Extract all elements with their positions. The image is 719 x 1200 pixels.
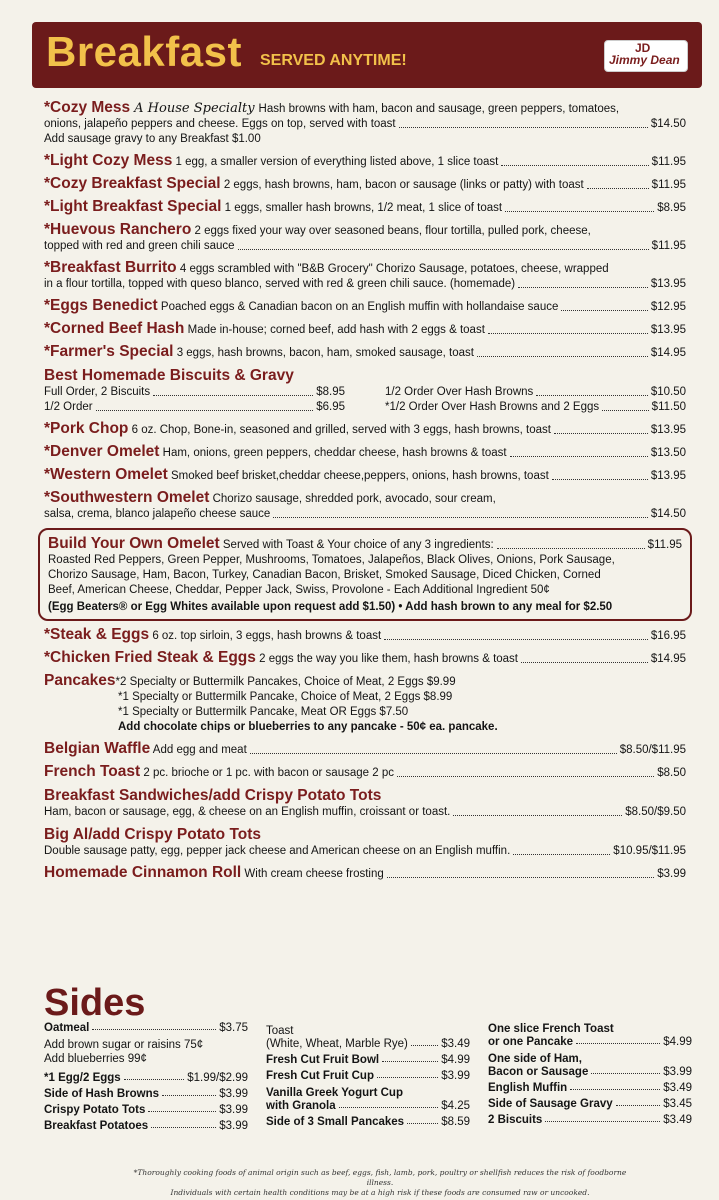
ingredients-line: Chorizo Sausage, Ham, Bacon, Turkey, Canadian Bacon, Brisket, Smoked Sausage, Diced Chicken, Corned bbox=[48, 569, 601, 581]
item-price: $3.99 bbox=[657, 868, 686, 880]
item-price: $12.95 bbox=[650, 301, 686, 313]
side-name: Breakfast Potatoes bbox=[44, 1120, 149, 1132]
item-price: $16.95 bbox=[650, 630, 686, 642]
disclaimer-line: Individuals with certain health conditions may be at a high risk if these foods are consumed raw or uncooked. bbox=[170, 1188, 590, 1197]
menu-item-pork-chop bbox=[44, 421, 686, 438]
item-desc: 1 eggs, smaller hash browns, 1/2 meat, 1 slice of toast bbox=[224, 202, 503, 214]
sides-list bbox=[44, 1022, 692, 1136]
menu-item-steak-eggs bbox=[44, 627, 686, 644]
option-price: $8.95 bbox=[316, 386, 345, 398]
side-addon: Add brown sugar or raisins 75¢ bbox=[44, 1039, 204, 1051]
menu-item-breakfast-sandwiches bbox=[44, 787, 686, 820]
menu-item-huevous-ranchero bbox=[44, 222, 686, 254]
item-price: $14.50 bbox=[650, 118, 686, 130]
item-name: *Western Omelet bbox=[44, 466, 168, 483]
food-safety-disclaimer bbox=[120, 1168, 640, 1198]
item-name: *Southwestern Omelet bbox=[44, 489, 210, 506]
item-desc: Hash browns with ham, bacon and sausage, green peppers, tomatoes, bbox=[258, 103, 620, 115]
side-price: $3.49 bbox=[663, 1082, 692, 1094]
side-price: $4.99 bbox=[441, 1054, 470, 1066]
item-price: $8.50/$9.50 bbox=[625, 806, 686, 818]
item-name: *Light Cozy Mess bbox=[44, 152, 173, 169]
item-desc: Poached eggs & Canadian bacon on an English muffin with hollandaise sauce bbox=[160, 301, 559, 313]
side-name: Bacon or Sausage bbox=[488, 1066, 589, 1078]
side-name: Fresh Cut Fruit Cup bbox=[266, 1070, 374, 1082]
item-desc: 1 egg, a smaller version of everything listed above, 1 slice toast bbox=[175, 156, 499, 168]
omelet-note: (Egg Beaters® or Egg Whites available upon request add $1.50) • Add hash brown to any meal for $2.50 bbox=[48, 601, 613, 613]
item-name: Homemade Cinnamon Roll bbox=[44, 864, 242, 881]
option-price: $6.95 bbox=[316, 401, 345, 413]
menu-item-southwestern-omelet bbox=[44, 490, 686, 522]
item-price: $13.95 bbox=[650, 424, 686, 436]
item-desc: 2 eggs, hash browns, ham, bacon or sausage (links or patty) with toast bbox=[223, 179, 584, 191]
side-price: $1.99/$2.99 bbox=[187, 1072, 248, 1084]
item-name: *Pork Chop bbox=[44, 420, 129, 437]
item-desc: onions, jalapeño peppers and cheese. Eggs on top, served with toast bbox=[44, 118, 396, 130]
item-price: $14.95 bbox=[650, 653, 686, 665]
item-desc: Ham, bacon or sausage, egg, & cheese on an English muffin, croissant or toast. bbox=[44, 806, 451, 818]
side-price: $3.45 bbox=[663, 1098, 692, 1110]
item-price: $11.95 bbox=[651, 240, 686, 252]
item-price: $10.95/$11.95 bbox=[613, 845, 686, 857]
side-name: Side of Hash Browns bbox=[44, 1088, 160, 1100]
menu-item-eggs-benedict bbox=[44, 298, 686, 315]
item-name: Build Your Own Omelet bbox=[48, 535, 220, 552]
item-price: $14.50 bbox=[650, 508, 686, 520]
side-price: $3.49 bbox=[663, 1114, 692, 1126]
item-price: $13.95 bbox=[650, 324, 686, 336]
item-desc: Served with Toast & Your choice of any 3 ingredients: bbox=[222, 539, 494, 551]
breakfast-header bbox=[32, 22, 702, 88]
side-price: $4.25 bbox=[441, 1100, 470, 1112]
breakfast-items bbox=[44, 100, 686, 888]
option-price: $10.50 bbox=[650, 386, 686, 398]
menu-item-denver-omelet bbox=[44, 444, 686, 461]
sides-column-3 bbox=[488, 1022, 692, 1136]
pancake-option: *1 Specialty or Buttermilk Pancake, Meat OR Eggs $7.50 bbox=[118, 706, 409, 718]
item-desc: Add sausage gravy to any Breakfast $1.00 bbox=[44, 133, 261, 145]
item-name: *Corned Beef Hash bbox=[44, 320, 185, 337]
menu-item-corned-beef-hash bbox=[44, 321, 686, 338]
item-desc: 4 eggs scrambled with "B&B Grocery" Chorizo Sausage, potatoes, cheese, wrapped bbox=[179, 263, 609, 275]
item-price: $8.95 bbox=[657, 202, 686, 214]
menu-item-western-omelet bbox=[44, 467, 686, 484]
side-name: *1 Egg/2 Eggs bbox=[44, 1072, 121, 1084]
side-price: $3.99 bbox=[219, 1104, 248, 1116]
jimmy-dean-logo bbox=[604, 40, 688, 72]
option-label: Full Order, 2 Biscuits bbox=[44, 386, 151, 398]
sides-title: Sides bbox=[44, 982, 146, 1024]
item-desc: Double sausage patty, egg, pepper jack cheese and American cheese on an English muffin. bbox=[44, 845, 511, 857]
side-name: or one Pancake bbox=[488, 1036, 574, 1048]
item-price: $14.95 bbox=[650, 347, 686, 359]
item-desc: 2 eggs fixed your way over seasoned beans, flour tortilla, pulled pork, cheese, bbox=[194, 225, 591, 237]
logo-mark: JD bbox=[635, 41, 651, 55]
item-name: *Huevous Ranchero bbox=[44, 221, 192, 238]
item-name: *Breakfast Burrito bbox=[44, 259, 177, 276]
item-name: *Chicken Fried Steak & Eggs bbox=[44, 649, 256, 666]
side-name: with Granola bbox=[266, 1100, 336, 1112]
item-name: *Steak & Eggs bbox=[44, 626, 150, 643]
item-name: *Cozy Breakfast Special bbox=[44, 175, 221, 192]
side-name: English Muffin bbox=[488, 1082, 568, 1094]
option-label: 1/2 Order Over Hash Browns bbox=[385, 386, 534, 398]
item-name: *Denver Omelet bbox=[44, 443, 160, 460]
item-name: *Cozy Mess bbox=[44, 99, 131, 116]
item-name: *Eggs Benedict bbox=[44, 297, 158, 314]
menu-item-french-toast bbox=[44, 764, 686, 781]
pancake-option: *1 Specialty or Buttermilk Pancake, Choice of Meat, 2 Eggs $8.99 bbox=[118, 691, 453, 703]
ingredients-line: Beef, American Cheese, Cheddar, Pepper Jack, Swiss, Provolone - Each Additional Ingredient 50¢ bbox=[48, 584, 550, 596]
side-name: 2 Biscuits bbox=[488, 1114, 543, 1126]
item-desc: Smoked beef brisket,cheddar cheese,peppers, onions, hash browns, toast bbox=[170, 470, 549, 482]
menu-item-farmers-special bbox=[44, 344, 686, 361]
item-name: Big Al/add Crispy Potato Tots bbox=[44, 826, 262, 843]
side-price: $3.99 bbox=[441, 1070, 470, 1082]
item-desc: 3 eggs, hash browns, bacon, ham, smoked sausage, toast bbox=[176, 347, 474, 359]
menu-item-cozy-mess bbox=[44, 100, 686, 147]
item-desc: 6 oz. top sirloin, 3 eggs, hash browns & toast bbox=[152, 630, 382, 642]
menu-item-pancakes bbox=[44, 673, 686, 735]
side-name: One slice French Toast bbox=[488, 1023, 614, 1035]
side-price: $4.99 bbox=[663, 1036, 692, 1048]
item-name: French Toast bbox=[44, 763, 141, 780]
menu-item-light-cozy-mess bbox=[44, 153, 686, 170]
item-price: $11.95 bbox=[651, 156, 686, 168]
build-your-own-omelet-box bbox=[38, 528, 692, 621]
side-name: Oatmeal bbox=[44, 1022, 90, 1034]
item-name: Belgian Waffle bbox=[44, 740, 151, 757]
item-desc: Ham, onions, green peppers, cheddar cheese, hash browns & toast bbox=[162, 447, 507, 459]
option-label: *1/2 Order Over Hash Browns and 2 Eggs bbox=[385, 401, 600, 413]
item-desc: Made in-house; corned beef, add hash with 2 eggs & toast bbox=[187, 324, 485, 336]
menu-item-chicken-fried-steak bbox=[44, 650, 686, 667]
item-desc: 6 oz. Chop, Bone-in, seasoned and grilled, served with 3 eggs, hash browns, toast bbox=[131, 424, 551, 436]
item-price: $13.95 bbox=[650, 470, 686, 482]
menu-item-belgian-waffle bbox=[44, 741, 686, 758]
item-desc: in a flour tortilla, topped with queso blanco, served with red & green chili sauce. (homemade) bbox=[44, 278, 516, 290]
item-desc: 2 eggs the way you like them, hash browns & toast bbox=[259, 653, 518, 665]
item-name: *Farmer's Special bbox=[44, 343, 174, 360]
ingredients-line: Roasted Red Peppers, Green Pepper, Mushrooms, Tomatoes, Jalapeños, Black Olives, Onions, Pork Sausage, bbox=[48, 554, 615, 566]
side-name: One side of Ham, bbox=[488, 1053, 582, 1065]
side-detail: (White, Wheat, Marble Rye) bbox=[266, 1038, 408, 1050]
item-desc: Chorizo sausage, shredded pork, avocado, sour cream, bbox=[212, 493, 496, 505]
item-desc: 2 pc. brioche or 1 pc. with bacon or sausage 2 pc bbox=[143, 767, 394, 779]
side-price: $8.59 bbox=[441, 1116, 470, 1128]
menu-item-cinnamon-roll bbox=[44, 865, 686, 882]
side-price: $3.99 bbox=[219, 1088, 248, 1100]
item-price: $11.95 bbox=[651, 179, 686, 191]
item-name: *Light Breakfast Special bbox=[44, 198, 222, 215]
sides-column-1 bbox=[44, 1022, 248, 1136]
item-name: Pancakes bbox=[44, 672, 116, 689]
logo-text: Jimmy Dean bbox=[609, 53, 680, 67]
section-title: Breakfast bbox=[46, 28, 242, 75]
menu-item-biscuits-gravy bbox=[44, 367, 686, 415]
menu-item-big-al bbox=[44, 826, 686, 859]
side-name: Side of Sausage Gravy bbox=[488, 1098, 613, 1110]
menu-item-breakfast-burrito bbox=[44, 260, 686, 292]
item-desc: With cream cheese frosting bbox=[244, 868, 384, 880]
side-price: $3.99 bbox=[663, 1066, 692, 1078]
item-tag: A House Specialty bbox=[134, 101, 255, 116]
item-price: $8.50 bbox=[657, 767, 686, 779]
pancake-addon: Add chocolate chips or blueberries to any pancake - 50¢ ea. pancake. bbox=[118, 721, 498, 733]
item-desc: salsa, crema, blanco jalapeño cheese sauce bbox=[44, 508, 271, 520]
side-name: Toast bbox=[266, 1025, 294, 1037]
side-addon: Add blueberries 99¢ bbox=[44, 1053, 147, 1065]
item-price: $13.95 bbox=[650, 278, 686, 290]
side-name: Vanilla Greek Yogurt Cup bbox=[266, 1087, 403, 1099]
side-name: Side of 3 Small Pancakes bbox=[266, 1116, 405, 1128]
menu-item-cozy-breakfast-special bbox=[44, 176, 686, 193]
section-subtitle: SERVED ANYTIME! bbox=[260, 52, 407, 69]
item-name: Best Homemade Biscuits & Gravy bbox=[44, 367, 294, 384]
item-price: $11.95 bbox=[647, 539, 682, 551]
side-price: $3.49 bbox=[441, 1038, 470, 1050]
option-price: $11.50 bbox=[651, 401, 686, 413]
item-name: Breakfast Sandwiches/add Crispy Potato Tots bbox=[44, 787, 382, 804]
item-price: $13.50 bbox=[650, 447, 686, 459]
sides-column-2 bbox=[266, 1022, 470, 1136]
side-price: $3.75 bbox=[219, 1022, 248, 1034]
side-name: Fresh Cut Fruit Bowl bbox=[266, 1054, 380, 1066]
disclaimer-line: *Thoroughly cooking foods of animal origin such as beef, eggs, fish, lamb, pork, poultry or shellfish reduces the risk of foodborne illness. bbox=[133, 1168, 627, 1187]
pancake-option: *2 Specialty or Buttermilk Pancakes, Choice of Meat, 2 Eggs $9.99 bbox=[115, 676, 456, 688]
menu-item-light-breakfast-special bbox=[44, 199, 686, 216]
side-price: $3.99 bbox=[219, 1120, 248, 1132]
side-name: Crispy Potato Tots bbox=[44, 1104, 146, 1116]
option-label: 1/2 Order bbox=[44, 401, 93, 413]
item-price: $8.50/$11.95 bbox=[619, 744, 686, 756]
item-desc: topped with red and green chili sauce bbox=[44, 240, 235, 252]
item-desc: Add egg and meat bbox=[152, 744, 247, 756]
